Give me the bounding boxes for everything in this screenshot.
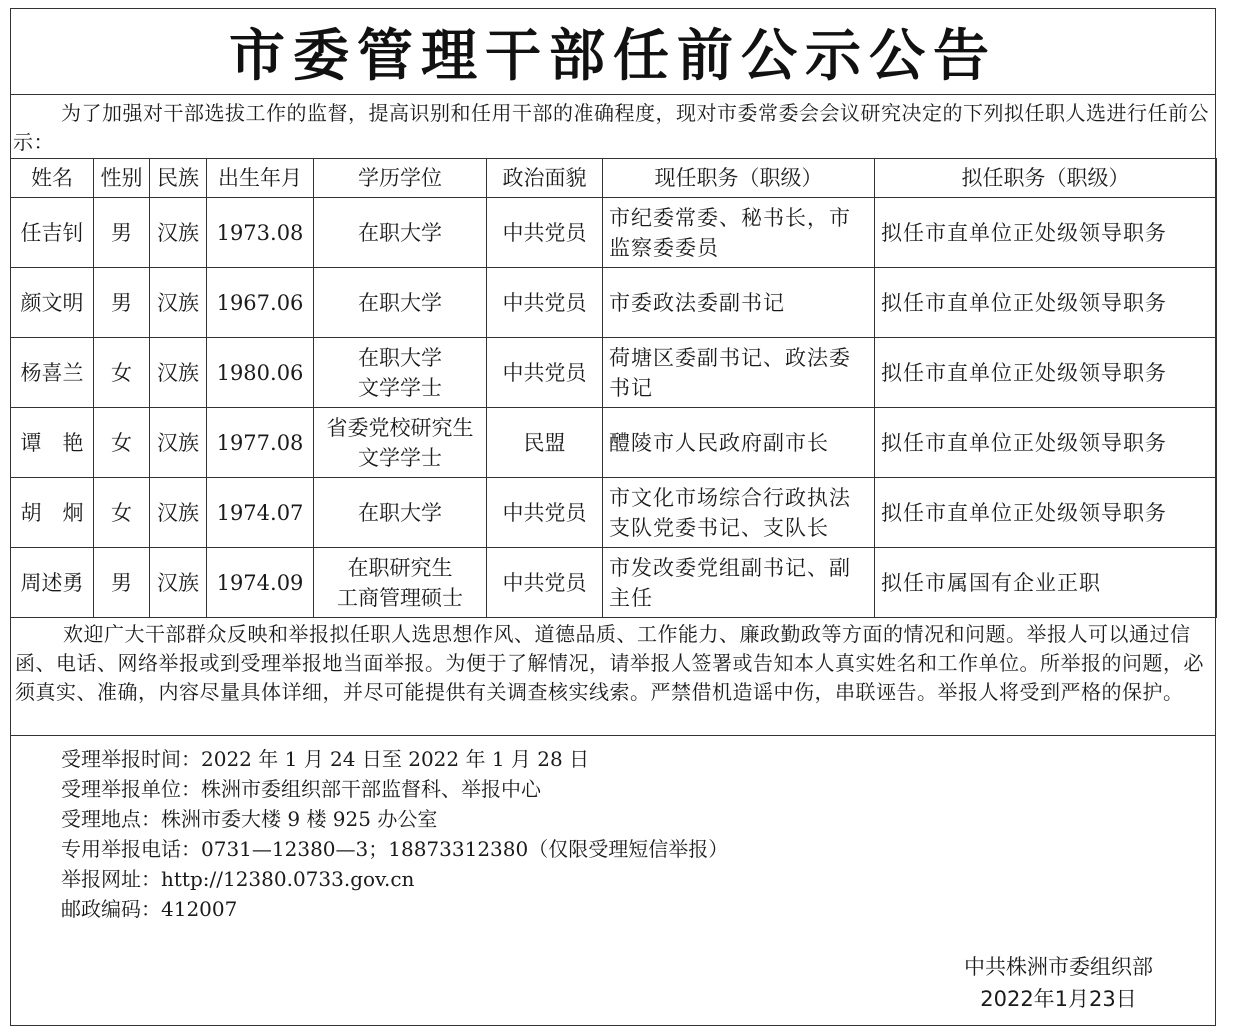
report-website: 举报网址：http://12380.0733.gov.cn xyxy=(61,867,415,891)
header-current-post: 现任职务（职级） xyxy=(603,159,875,198)
cell-ethnicity: 汉族 xyxy=(150,338,207,408)
table-row xyxy=(11,408,1217,478)
header-education: 学历学位 xyxy=(314,159,487,198)
cell-current-post: 市纪委常委、秘书长，市监察委委员 xyxy=(603,198,875,268)
cell-gender: 女 xyxy=(94,478,150,548)
report-time: 受理举报时间：2022 年 1 月 24 日至 2022 年 1 月 28 日 xyxy=(61,747,590,771)
education-line: 工商管理硕士 xyxy=(337,585,463,610)
report-invitation-paragraph: 欢迎广大干部群众反映和举报拟任职人选思想作风、道德品质、工作能力、廉政勤政等方面的情况和问题。举报人可以通过信函、电话、网络举报或到受理举报地当面举报。为便于了解情况，请举报人签署或告知本人真实姓名和工作单位。所举报的问题，必须真实、准确，内容尽量具体详细，并尽可能提供有关调查核实线索。严禁借机造谣中伤，串联诬告。举报人将受到严格的保护。 xyxy=(11,618,1215,736)
table-row xyxy=(11,478,1217,548)
education-line: 在职大学 xyxy=(358,290,442,315)
cell-gender: 女 xyxy=(94,408,150,478)
cell-gender: 男 xyxy=(94,548,150,618)
announcement-page xyxy=(10,8,1216,1026)
table-row xyxy=(11,268,1217,338)
cell-proposed-post: 拟任市属国有企业正职 xyxy=(875,548,1217,618)
signature-block xyxy=(964,951,1153,1015)
cell-gender: 男 xyxy=(94,268,150,338)
report-unit: 受理举报单位：株洲市委组织部干部监督科、举报中心 xyxy=(61,777,541,801)
cell-name: 周述勇 xyxy=(11,548,94,618)
cell-name: 任吉钊 xyxy=(11,198,94,268)
cell-ethnicity: 汉族 xyxy=(150,408,207,478)
cell-gender: 男 xyxy=(94,198,150,268)
cell-name: 胡 炯 xyxy=(11,478,94,548)
header-birth: 出生年月 xyxy=(207,159,314,198)
cell-name: 杨喜兰 xyxy=(11,338,94,408)
table-header-row xyxy=(11,159,1217,198)
header-proposed-post: 拟任职务（职级） xyxy=(875,159,1217,198)
cell-ethnicity: 汉族 xyxy=(150,548,207,618)
header-gender: 性别 xyxy=(94,159,150,198)
cell-party: 中共党员 xyxy=(487,198,603,268)
cell-gender: 女 xyxy=(94,338,150,408)
cell-birth: 1977.08 xyxy=(207,408,314,478)
cell-party: 中共党员 xyxy=(487,338,603,408)
cell-name: 谭 艳 xyxy=(11,408,94,478)
header-name: 姓名 xyxy=(11,159,94,198)
report-postcode: 邮政编码：412007 xyxy=(61,897,238,921)
education-line: 文学学士 xyxy=(358,375,442,400)
cell-ethnicity: 汉族 xyxy=(150,198,207,268)
page-title: 市委管理干部任前公示公告 xyxy=(11,9,1215,95)
cell-education xyxy=(314,548,487,618)
cell-birth: 1973.08 xyxy=(207,198,314,268)
candidate-table xyxy=(10,158,1217,618)
cell-birth: 1974.09 xyxy=(207,548,314,618)
cell-education xyxy=(314,198,487,268)
cell-ethnicity: 汉族 xyxy=(150,478,207,548)
cell-party: 中共党员 xyxy=(487,268,603,338)
cell-current-post: 醴陵市人民政府副市长 xyxy=(603,408,875,478)
education-line: 省委党校研究生 xyxy=(326,415,474,440)
education-line: 在职大学 xyxy=(358,220,442,245)
cell-education xyxy=(314,338,487,408)
table-row xyxy=(11,338,1217,408)
header-ethnicity: 民族 xyxy=(150,159,207,198)
cell-current-post: 市委政法委副书记 xyxy=(603,268,875,338)
cell-birth: 1974.07 xyxy=(207,478,314,548)
education-line: 在职大学 xyxy=(358,500,442,525)
report-phone: 专用举报电话：0731—12380—3；18873312380（仅限受理短信举报） xyxy=(61,837,729,861)
cell-education xyxy=(314,408,487,478)
report-location: 受理地点：株洲市委大楼 9 楼 925 办公室 xyxy=(61,807,438,831)
cell-current-post: 荷塘区委副书记、政法委书记 xyxy=(603,338,875,408)
cell-birth: 1967.06 xyxy=(207,268,314,338)
intro-paragraph: 为了加强对干部选拔工作的监督，提高识别和任用干部的准确程度，现对市委常委会会议研究决定的下列拟任职人选进行任前公示： xyxy=(13,101,1209,154)
signature-org: 中共株洲市委组织部 xyxy=(964,955,1153,979)
cell-current-post: 市发改委党组副书记、副主任 xyxy=(603,548,875,618)
cell-ethnicity: 汉族 xyxy=(150,268,207,338)
header-party: 政治面貌 xyxy=(487,159,603,198)
cell-party: 民盟 xyxy=(487,408,603,478)
cell-party: 中共党员 xyxy=(487,548,603,618)
cell-proposed-post: 拟任市直单位正处级领导职务 xyxy=(875,198,1217,268)
signature-date: 2022年1月23日 xyxy=(980,987,1137,1011)
cell-birth: 1980.06 xyxy=(207,338,314,408)
cell-education xyxy=(314,268,487,338)
education-line: 文学学士 xyxy=(358,445,442,470)
cell-name: 颜文明 xyxy=(11,268,94,338)
cell-proposed-post: 拟任市直单位正处级领导职务 xyxy=(875,478,1217,548)
education-line: 在职大学 xyxy=(358,345,442,370)
cell-proposed-post: 拟任市直单位正处级领导职务 xyxy=(875,408,1217,478)
cell-proposed-post: 拟任市直单位正处级领导职务 xyxy=(875,338,1217,408)
contact-info xyxy=(11,736,1215,924)
education-line: 在职研究生 xyxy=(347,555,453,580)
cell-education xyxy=(314,478,487,548)
table-row xyxy=(11,198,1217,268)
cell-proposed-post: 拟任市直单位正处级领导职务 xyxy=(875,268,1217,338)
cell-party: 中共党员 xyxy=(487,478,603,548)
cell-current-post: 市文化市场综合行政执法支队党委书记、支队长 xyxy=(603,478,875,548)
table-row xyxy=(11,548,1217,618)
